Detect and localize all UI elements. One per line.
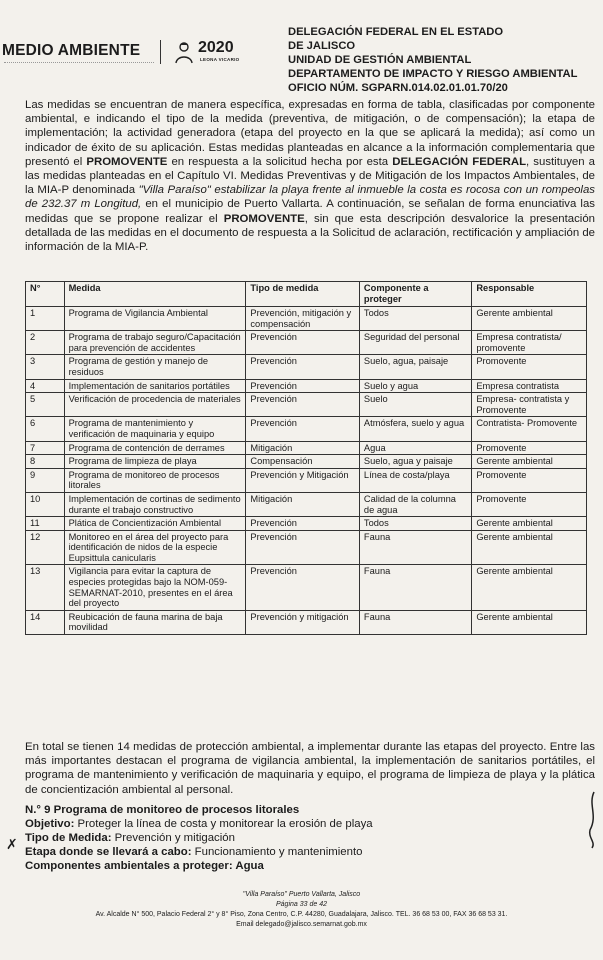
summary-title: N.° 9 Programa de monitoreo de procesos litorales <box>25 804 300 816</box>
footer-page-number: Página 33 de 42 <box>276 901 327 908</box>
cell-tipo: Prevención <box>246 530 360 565</box>
cell-tipo: Prevención <box>246 417 360 441</box>
cell-componente: Línea de costa/playa <box>359 468 471 492</box>
cell-medida: Programa de contención de derrames <box>64 441 246 455</box>
cell-componente: Todos <box>359 307 471 331</box>
cell-responsable: Gerente ambiental <box>472 565 587 610</box>
oficio-number: OFICIO NÚM. SGPARN.014.02.01.01.70/20 <box>288 82 508 94</box>
table-row <box>26 355 587 379</box>
cell-number: 1 <box>26 307 65 331</box>
cell-medida: Programa de trabajo seguro/Capacitación para prevención de accidentes <box>64 331 246 355</box>
closing-paragraph: En total se tienen 14 medidas de protección ambiental, a implementar durante las etapas del proyecto. Entre las más importantes destacan el programa de vigilancia ambiental, la implementación de sanitarios portátiles, el programa de mantenimiento y verificación de maquinaria y equipo, el programa de limpieza de playa y la plática de concientización ambiental al personal. <box>25 741 595 796</box>
cell-responsable: Promovente <box>472 468 587 492</box>
cell-number: 10 <box>26 492 65 516</box>
cell-number: 13 <box>26 565 65 610</box>
cell-responsable: Empresa- contratista y Promovente <box>472 393 587 417</box>
table-row <box>26 379 587 393</box>
cell-number: 6 <box>26 417 65 441</box>
col-header-medida: Medida <box>64 282 246 307</box>
promovente-bold-2: PROMOVENTE <box>223 212 305 225</box>
table-row <box>26 492 587 516</box>
intro-text-5: , sin que esta descripción desvalorice la presentación detallada de las medidas en el documento de respuesta a la Solicitud de aclaración, rectificación y ampliación de información de la MIA-P. <box>25 212 596 254</box>
margin-mark: ✗ <box>6 836 18 852</box>
cell-medida: Programa de Vigilancia Ambiental <box>64 307 246 331</box>
cell-responsable: Gerente ambiental <box>472 307 587 331</box>
cell-number: 5 <box>26 393 65 417</box>
dept-line-2: DE JALISCO <box>288 40 356 52</box>
measure-summary <box>25 803 585 873</box>
cell-medida: Implementación de cortinas de sedimento durante el trabajo constructivo <box>64 492 246 516</box>
intro-text-1: Las medidas se encuentran de manera específica, expresadas en forma de tabla, clasificadas por componente ambiental, e indicando el tipo de la medida (preventiva, de mitigación, o de compensación); la etapa de implementación; la actividad generadora (etapa del proyecto en la que se aplicará la medida); así como un indicador de éxito de su aplicación. Estas medidas planteadas en alcance a la información complementaria que presentó el <box>25 99 595 168</box>
table-row <box>26 610 587 634</box>
cell-medida: Programa de mantenimiento y verificación de maquinaria y equipo <box>64 417 246 441</box>
table-header-row <box>26 282 587 307</box>
intro-paragraph <box>25 98 595 254</box>
cell-componente: Todos <box>359 517 471 531</box>
summary-objetivo: Objetivo: Proteger la línea de costa y monitorear la erosión de playa <box>25 818 373 830</box>
col-header-componente: Componente a proteger <box>359 282 471 307</box>
summary-tipo: Tipo de Medida: Prevención y mitigación <box>25 832 235 844</box>
table-row <box>26 455 587 469</box>
cell-responsable: Empresa contratista/ promovente <box>472 331 587 355</box>
cell-tipo: Prevención <box>246 517 360 531</box>
logo-medio-ambiente: MEDIO AMBIENTE <box>2 42 141 59</box>
table-row <box>26 331 587 355</box>
cell-number: 8 <box>26 455 65 469</box>
table-row <box>26 517 587 531</box>
footer-email: Email delegado@jalisco.semarnat.gob.mx <box>236 921 367 928</box>
cell-responsable: Gerente ambiental <box>472 610 587 634</box>
cell-componente: Seguridad del personal <box>359 331 471 355</box>
signature-mark-icon <box>586 790 600 850</box>
summary-componentes: Componentes ambientales a proteger: Agua <box>25 860 264 872</box>
table-row <box>26 565 587 610</box>
cell-tipo: Prevención <box>246 393 360 417</box>
cell-number: 9 <box>26 468 65 492</box>
cell-medida: Programa de gestión y manejo de residuos <box>64 355 246 379</box>
cell-responsable: Contratista- Promovente <box>472 417 587 441</box>
cell-number: 11 <box>26 517 65 531</box>
col-header-number: N° <box>26 282 65 307</box>
measures-table <box>25 281 587 635</box>
cell-tipo: Prevención y mitigación <box>246 610 360 634</box>
footer-project: "Villa Paraíso" Puerto Vallarta, Jalisco <box>242 891 361 898</box>
table-row <box>26 530 587 565</box>
cell-medida: Vigilancia para evitar la captura de especies protegidas bajo la NOM-059-SEMARNAT-2010, presentes en el área del proyecto <box>64 565 246 610</box>
cell-medida: Verificación de procedencia de materiales <box>64 393 246 417</box>
cell-medida: Programa de monitoreo de procesos litorales <box>64 468 246 492</box>
cell-medida: Monitoreo en el área del proyecto para identificación de nidos de la especie Eupsittula canicularis <box>64 530 246 565</box>
cell-responsable: Promovente <box>472 492 587 516</box>
year-2020: 2020 <box>198 39 234 56</box>
year-subtitle: LEONA VICARIO <box>200 57 240 62</box>
cell-componente: Suelo, agua, paisaje <box>359 355 471 379</box>
col-header-responsable: Responsable <box>472 282 587 307</box>
cell-number: 12 <box>26 530 65 565</box>
cell-tipo: Prevención <box>246 565 360 610</box>
cell-tipo: Prevención <box>246 379 360 393</box>
cell-medida: Reubicación de fauna marina de baja movilidad <box>64 610 246 634</box>
cell-number: 14 <box>26 610 65 634</box>
cell-responsable: Gerente ambiental <box>472 517 587 531</box>
cell-tipo: Mitigación <box>246 492 360 516</box>
cell-number: 3 <box>26 355 65 379</box>
table-row <box>26 393 587 417</box>
table-row <box>26 441 587 455</box>
cell-componente: Fauna <box>359 565 471 610</box>
cell-componente: Fauna <box>359 610 471 634</box>
delegacion-bold: DELEGACIÓN FEDERAL <box>392 155 527 168</box>
cell-componente: Suelo, agua y paisaje <box>359 455 471 469</box>
summary-etapa: Etapa donde se llevará a cabo: Funcionamiento y mantenimiento <box>25 846 363 858</box>
intro-text-2: en respuesta a la solicitud hecha por esta <box>167 155 393 168</box>
cell-number: 7 <box>26 441 65 455</box>
dept-line-4: DEPARTAMENTO DE IMPACTO Y RIESGO AMBIENTAL <box>288 68 578 80</box>
table-row <box>26 417 587 441</box>
cell-tipo: Compensación <box>246 455 360 469</box>
cell-componente: Fauna <box>359 530 471 565</box>
cell-componente: Calidad de la columna de agua <box>359 492 471 516</box>
cell-tipo: Prevención <box>246 355 360 379</box>
cell-tipo: Mitigación <box>246 441 360 455</box>
cell-componente: Agua <box>359 441 471 455</box>
cell-responsable: Empresa contratista <box>472 379 587 393</box>
promovente-bold-1: PROMOVENTE <box>86 155 168 168</box>
logo-underline <box>4 62 154 66</box>
cell-medida: Programa de limpieza de playa <box>64 455 246 469</box>
table-row <box>26 307 587 331</box>
cell-tipo: Prevención <box>246 331 360 355</box>
cell-number: 4 <box>26 379 65 393</box>
cell-componente: Atmósfera, suelo y agua <box>359 417 471 441</box>
project-name-italic: "Villa Paraíso" estabilizar la playa frente al inmueble la costa es rocosa con un rompeolas de 232.37 m Longitud, <box>25 184 595 211</box>
department-heading <box>288 25 598 95</box>
cell-medida: Plática de Concientización Ambiental <box>64 517 246 531</box>
cell-responsable: Gerente ambiental <box>472 455 587 469</box>
footer-address: Av. Alcalde N° 500, Palacio Federal 2° y 8° Piso, Zona Centro, C.P. 44280, Guadalajara, Jalisco. TEL. 36 68 53 00, FAX 36 68 53 31. <box>95 911 508 918</box>
cell-responsable: Promovente <box>472 355 587 379</box>
dept-line-3: UNIDAD DE GESTIÓN AMBIENTAL <box>288 54 472 66</box>
page-footer <box>0 890 603 930</box>
intro-text-4: en el municipio de Puerto Vallarta. A continuación, se señalan de forma enunciativa las medidas que se propone realizar el <box>25 198 595 225</box>
logo-separator <box>160 40 161 64</box>
cell-tipo: Prevención, mitigación y compensación <box>246 307 360 331</box>
cell-tipo: Prevención y Mitigación <box>246 468 360 492</box>
cell-responsable: Gerente ambiental <box>472 530 587 565</box>
cell-componente: Suelo y agua <box>359 379 471 393</box>
cell-medida: Implementación de sanitarios portátiles <box>64 379 246 393</box>
col-header-tipo: Tipo de medida <box>246 282 360 307</box>
cell-number: 2 <box>26 331 65 355</box>
cell-componente: Suelo <box>359 393 471 417</box>
table-row <box>26 468 587 492</box>
dept-line-1: DELEGACIÓN FEDERAL EN EL ESTADO <box>288 26 504 38</box>
cell-responsable: Promovente <box>472 441 587 455</box>
intro-text-3: , sustituyen a las medidas planteadas en el Capítulo VI. Medidas Preventivas y de Mitigación de los Impactos Ambientales, de la MIA-P denominada <box>25 155 595 197</box>
leona-vicario-emblem-icon <box>172 40 196 64</box>
